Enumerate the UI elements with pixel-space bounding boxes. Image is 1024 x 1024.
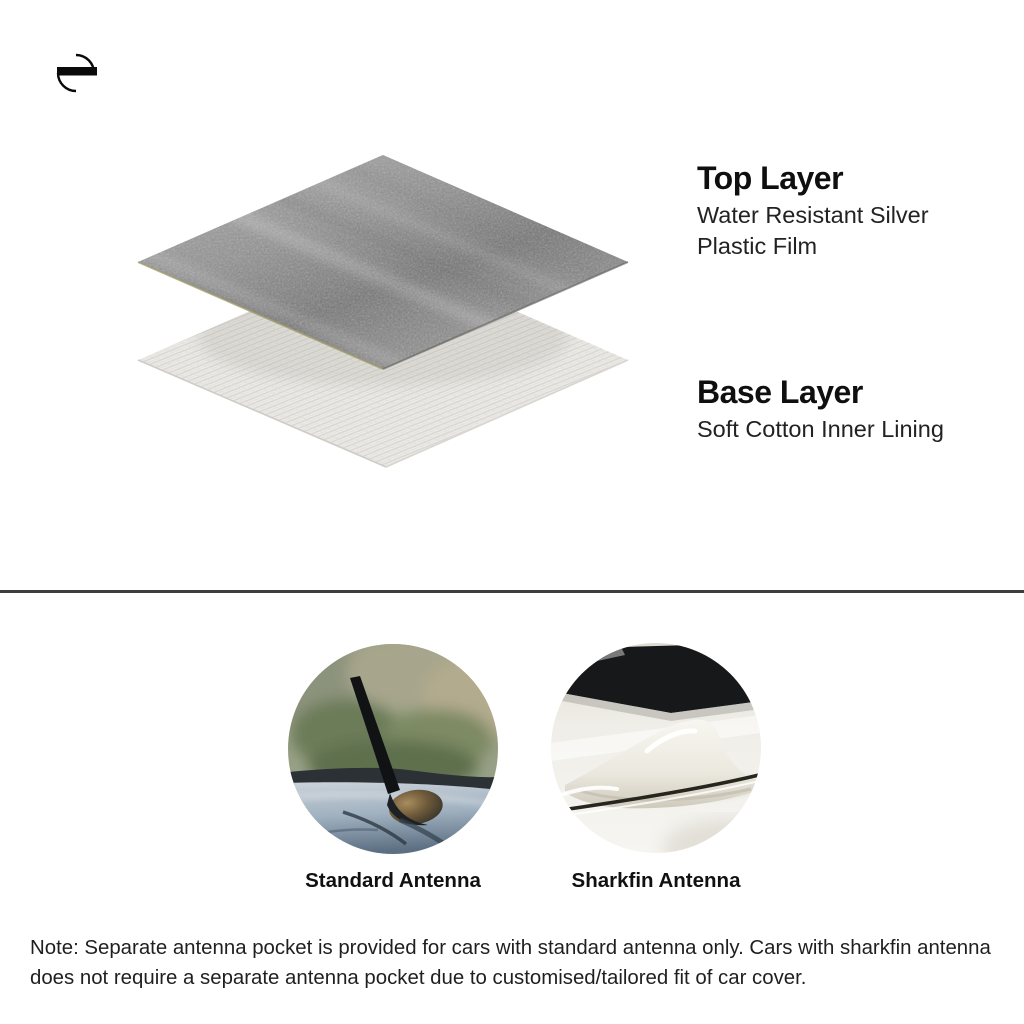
- antenna-pocket-note: Note: Separate antenna pocket is provided for cars with standard antenna only. Cars with sharkfin antenna does not require a separate antenna pocket due to customised/tailored fit of car cover.: [30, 937, 991, 989]
- top-layer-title: Top Layer: [697, 160, 844, 196]
- section-divider: [0, 590, 1024, 593]
- sharkfin-antenna-photo: [551, 643, 761, 853]
- layer-stack-graphic: [108, 143, 673, 483]
- sharkfin-antenna-photo-illustration: [551, 643, 761, 853]
- top-layer-label-block: [697, 160, 997, 262]
- sharkfin-antenna-label: Sharkfin Antenna: [571, 869, 741, 892]
- brand-logo-icon: [55, 52, 101, 98]
- base-layer-label-block: [697, 374, 997, 445]
- standard-antenna-label: Standard Antenna: [305, 869, 481, 892]
- top-layer-description-line2: Plastic Film: [697, 233, 818, 259]
- top-layer-description-line1: Water Resistant Silver: [697, 202, 929, 228]
- standard-antenna-photo: [288, 644, 498, 854]
- base-layer-description-line1: Soft Cotton Inner Lining: [697, 416, 944, 442]
- base-layer-title: Base Layer: [697, 374, 863, 410]
- standard-antenna-photo-illustration: [288, 644, 498, 854]
